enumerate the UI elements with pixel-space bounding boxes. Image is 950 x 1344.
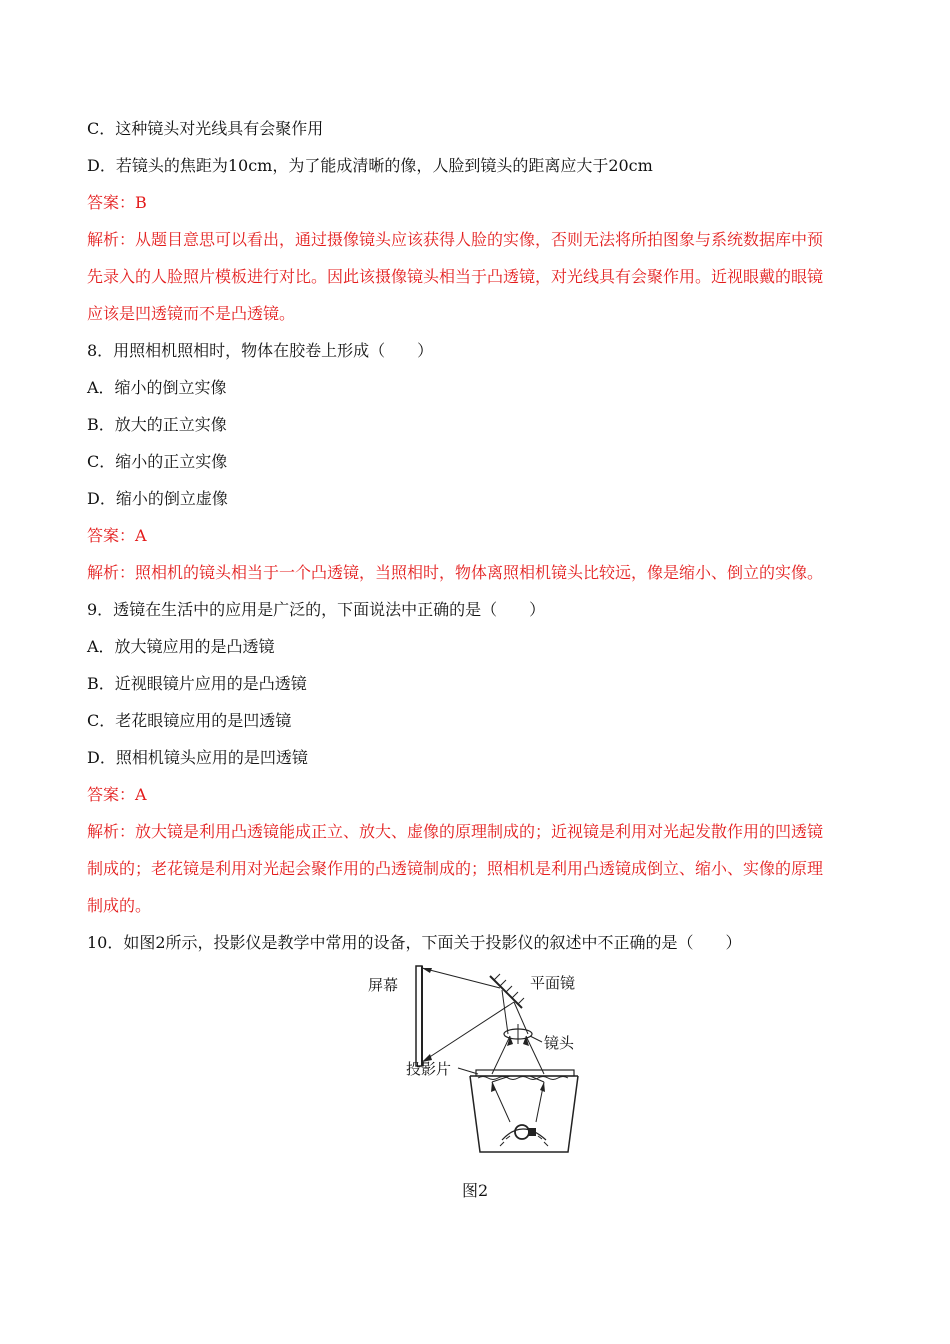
- text-line: B．近视眼镜片应用的是凸透镜: [87, 674, 307, 693]
- text-line: 8．用照相机照相时，物体在胶卷上形成（ ）: [87, 341, 434, 360]
- text-line: B．放大的正立实像: [87, 415, 227, 434]
- text-line: D．照相机镜头应用的是凹透镜: [87, 748, 308, 767]
- answer-line: 制成的。: [87, 896, 152, 915]
- projector-diagram-svg: [360, 962, 600, 1162]
- answer-line: 应该是凹透镜而不是凸透镜。: [87, 304, 296, 323]
- answer-line: 解析：从题目意思可以看出，通过摄像镜头应该获得人脸的实像，否则无法将所拍图象与系统数据库中预: [87, 230, 824, 249]
- text-line: C．缩小的正立实像: [87, 452, 228, 471]
- text-line: 10．如图2所示，投影仪是教学中常用的设备，下面关于投影仪的叙述中不正确的是（ ）: [87, 933, 742, 952]
- lens-label: 镜头: [544, 1034, 575, 1052]
- answer-line: 答案：A: [87, 526, 147, 545]
- text-line: 9．透镜在生活中的应用是广泛的，下面说法中正确的是（ ）: [87, 600, 546, 619]
- answer-line: 解析：照相机的镜头相当于一个凸透镜，当照相时，物体离照相机镜头比较远，像是缩小、倒立的实像。: [87, 563, 824, 582]
- answer-line: 先录入的人脸照片模板进行对比。因此该摄像镜头相当于凸透镜，对光线具有会聚作用。近视眼戴的眼镜: [87, 267, 824, 286]
- projector-box: [470, 1076, 578, 1152]
- slide-label: 投影片: [406, 1060, 452, 1078]
- ray-bottom: [422, 1002, 514, 1062]
- answer-line: 解析：放大镜是利用凸透镜能成正立、放大、虚像的原理制成的；近视镜是利用对光起发散作用的凹透镜: [87, 822, 824, 841]
- screen-label: 屏幕: [368, 976, 399, 994]
- slide-shape: [476, 1070, 574, 1076]
- projector-diagram: [360, 962, 600, 1162]
- answer-line: 答案：B: [87, 193, 147, 212]
- text-line: D．缩小的倒立虚像: [87, 489, 228, 508]
- lamp-icon: [515, 1125, 529, 1139]
- ray-top: [422, 968, 500, 988]
- answer-line: 制成的；老花镜是利用对光起会聚作用的凸透镜制成的；照相机是利用凸透镜成倒立、缩小、实像的原理: [87, 859, 824, 878]
- text-line: D．若镜头的焦距为10cm，为了能成清晰的像，人脸到镜头的距离应大于20cm: [87, 156, 653, 175]
- text-line: C．这种镜头对光线具有会聚作用: [87, 119, 324, 138]
- answer-line: 答案：A: [87, 785, 147, 804]
- text-line: C．老花眼镜应用的是凹透镜: [87, 711, 292, 730]
- mirror-label: 平面镜: [530, 974, 576, 992]
- figure-caption: 图2: [462, 1181, 489, 1200]
- text-line: A．缩小的倒立实像: [87, 378, 227, 397]
- text-line: A．放大镜应用的是凸透镜: [87, 637, 275, 656]
